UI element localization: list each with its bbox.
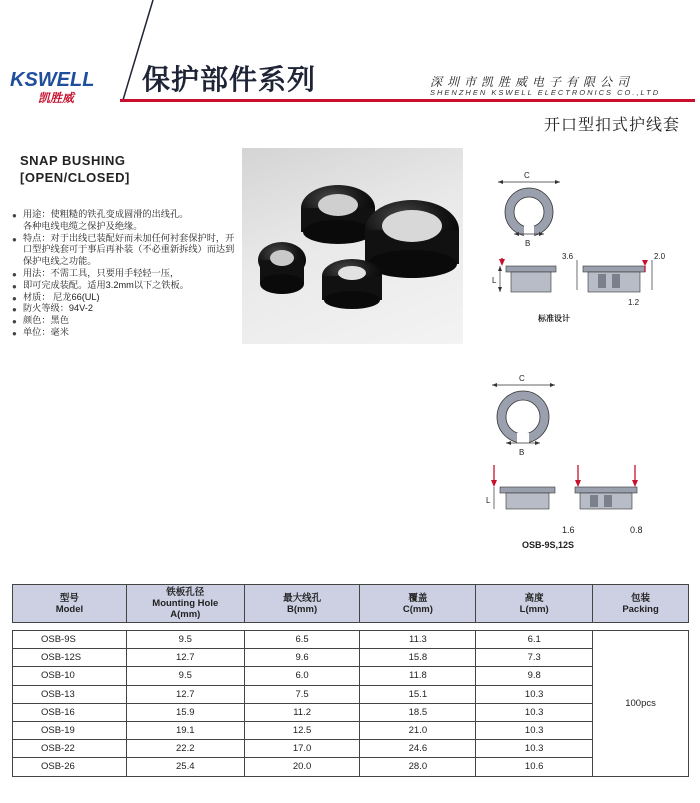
dim-c-label: C xyxy=(519,374,525,383)
dim-1-2-label: 1.2 xyxy=(628,298,640,307)
feature-item: ● 单位：毫米 xyxy=(12,326,69,338)
table-row: OSB-16 15.9 11.2 18.5 10.3 xyxy=(13,703,689,721)
table-row: OSB-12S 12.7 9.6 15.8 7.3 xyxy=(13,649,689,667)
osb-diagram-caption: OSB-9S,12S xyxy=(522,540,575,550)
snap-bushing-heading xyxy=(20,152,130,186)
bullet-icon: ● xyxy=(12,234,17,244)
product-title: 开口型扣式护线套 xyxy=(543,117,680,134)
table-row: OSB-22 22.2 17.0 24.6 10.3 xyxy=(13,740,689,758)
bullet-icon: ● xyxy=(12,281,17,291)
bushing-small-front xyxy=(322,259,382,309)
table-row: OSB-26 25.4 20.0 28.0 10.6 xyxy=(13,758,689,776)
feature-item: ● 即可完成装配。适用3.2mm以下之铁板。 xyxy=(12,279,189,291)
dim-2-0-label: 2.0 xyxy=(654,252,666,261)
header-model: 型号 Model xyxy=(13,585,127,623)
header-height: 高度 L(mm) xyxy=(476,585,593,623)
bullet-icon: ● xyxy=(12,211,17,220)
table-spacer xyxy=(13,623,689,631)
feature-item: ● 防火等级：94V-2 xyxy=(12,303,93,315)
dim-b-label: B xyxy=(519,448,525,457)
logo-text: KSWELL xyxy=(10,69,95,91)
bushing-small-back xyxy=(258,242,306,294)
specification-table xyxy=(12,584,689,777)
dim-c-label: C xyxy=(524,171,530,180)
table-row: OSB-9S 9.5 6.5 11.3 6.1 100pcs xyxy=(13,631,689,649)
heading-line-1: SNAP BUSHING xyxy=(20,153,126,168)
table-row: OSB-13 12.7 7.5 15.1 10.3 xyxy=(13,685,689,703)
logo-cn-text: 凯胜威 xyxy=(38,91,75,105)
header-mounting-hole: 铁板孔径 Mounting Hole A(mm) xyxy=(126,585,244,623)
feature-item: ● 用途：使粗糙的铁孔变成圆滑的出线孔。 xyxy=(12,209,189,220)
table-row: OSB-10 9.5 6.0 11.8 9.8 xyxy=(13,667,689,685)
product-photo xyxy=(242,148,463,344)
bushing-photo-illustration xyxy=(242,148,463,344)
standard-design-caption: 标准设计 xyxy=(538,314,570,323)
table-row: OSB-19 19.1 12.5 21.0 10.3 xyxy=(13,721,689,739)
feature-item: ● 用法：不需工具，只要用手轻轻一压， xyxy=(12,267,180,279)
dim-l-label: L xyxy=(492,276,497,285)
bullet-icon: ● xyxy=(12,317,17,327)
feature-item: ● 颜色：黑色 xyxy=(12,315,69,327)
bullet-icon: ● xyxy=(12,269,17,279)
dim-3-6-label: 3.6 xyxy=(562,252,574,261)
standard-design-diagram xyxy=(478,150,698,335)
series-title: 保护部件系列 xyxy=(142,63,317,96)
header-packing: 包装 Packing xyxy=(593,585,689,623)
dim-0-8-label: 0.8 xyxy=(630,525,643,535)
kswell-logo xyxy=(8,62,120,108)
header-max-wire-hole: 最大线孔 B(mm) xyxy=(244,585,360,623)
osb-9s-12s-diagram xyxy=(470,365,685,555)
bullet-icon: ● xyxy=(12,305,17,315)
dim-1-6-label: 1.6 xyxy=(562,525,575,535)
dim-l-label: L xyxy=(486,496,491,505)
bullet-icon: ● xyxy=(12,293,17,303)
feature-item: ● 材质： 尼龙66(UL) xyxy=(12,291,100,303)
company-name-cn: 深圳市凯胜威电子有限公司 xyxy=(430,75,635,89)
feature-item: ● 特点：对于出线已装配好而未加任何衬套保护时，开口型护线套可于事后再补装（不必重新拆线）而达到保护电线之功能。 xyxy=(12,232,235,267)
heading-line-2: [OPEN/CLOSED] xyxy=(20,170,130,185)
bushing-medium xyxy=(301,185,375,244)
packing-cell: 100pcs xyxy=(593,631,689,777)
feature-list xyxy=(12,209,242,339)
table-header-row xyxy=(13,585,689,623)
company-name-en: SHENZHEN KSWELL ELECTRONICS CO.,LTD xyxy=(430,88,661,97)
dim-b-label: B xyxy=(525,239,531,248)
feature-item: 各种电线电缆之保护及绝缘。 xyxy=(23,220,143,231)
bullet-icon: ● xyxy=(12,328,17,338)
header-cover: 覆盖 C(mm) xyxy=(360,585,476,623)
bushing-large xyxy=(365,200,459,278)
header-divider xyxy=(120,99,695,102)
